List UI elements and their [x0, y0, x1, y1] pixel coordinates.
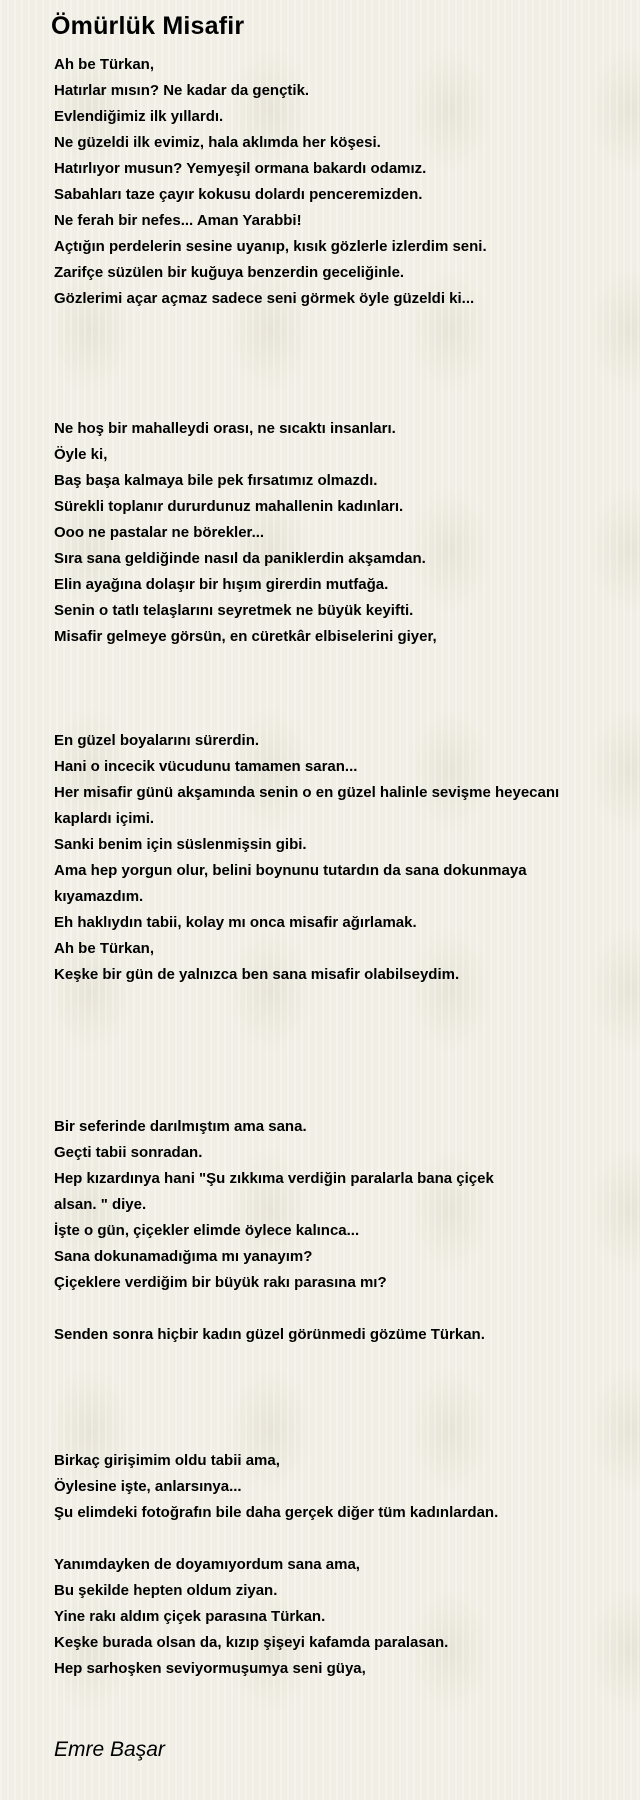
poem-line: Zarifçe süzülen bir kuğuya benzerdin geceliğinle.: [54, 264, 405, 281]
poem-line: Gözlerimi açar açmaz sadece seni görmek öyle güzeldi ki...: [54, 290, 475, 307]
poem-line: Sana dokunamadığıma mı yanayım?: [54, 1248, 313, 1265]
poem-line: Ah be Türkan,: [54, 56, 155, 73]
poem-line: Birkaç girişimim oldu tabii ama,: [54, 1452, 280, 1469]
poem-line: Sürekli toplanır dururdunuz mahallenin kadınları.: [54, 498, 404, 515]
poem-line: Her misafir günü akşamında senin o en güzel halinle sevişme heyecanı: [54, 784, 560, 801]
poem-line: Senin o tatlı telaşlarını seyretmek ne büyük keyifti.: [54, 602, 414, 619]
poem-line: Misafir gelmeye görsün, en cüretkâr elbiselerini giyer,: [54, 628, 437, 645]
stanza-gap: [54, 650, 610, 728]
stanza-7: [54, 1552, 610, 1682]
stanza-gap: [54, 312, 610, 416]
stanza-1: [54, 52, 610, 312]
poem-line: Bir seferinde darılmıştım ama sana.: [54, 1118, 307, 1135]
poem-line: Hatırlıyor musun? Yemyeşil ormana bakardı odamız.: [54, 160, 427, 177]
poem-line: Hep sarhoşken seviyormuşumya seni güya,: [54, 1660, 366, 1677]
poem-author: Emre Başar: [54, 1738, 165, 1761]
poem-line: Keşke burada olsan da, kızıp şişeyi kafamda paralasan.: [54, 1634, 449, 1651]
stanza-4: [54, 1114, 610, 1296]
poem-line: Ah be Türkan,: [54, 940, 155, 957]
poem-line: Ne ferah bir nefes... Aman Yarabbi!: [54, 212, 302, 229]
poem-line: Baş başa kalmaya bile pek fırsatımız olmazdı.: [54, 472, 378, 489]
stanza-6: [54, 1448, 610, 1526]
poem-line: İşte o gün, çiçekler elimde öylece kalınca...: [54, 1222, 360, 1239]
poem-body: [54, 52, 610, 1682]
poem-line: Şu elimdeki fotoğrafın bile daha gerçek diğer tüm kadınlardan.: [54, 1504, 499, 1521]
poem-line: Ooo ne pastalar ne börekler...: [54, 524, 265, 541]
poem-line: Sıra sana geldiğinde nasıl da paniklerdin akşamdan.: [54, 550, 426, 567]
poem-line: Sabahları taze çayır kokusu dolardı penceremizden.: [54, 186, 423, 203]
poem-line: Yanımdayken de doyamıyordum sana ama,: [54, 1556, 360, 1573]
poem-line: Öyle ki,: [54, 446, 108, 463]
poem-line: Keşke bir gün de yalnızca ben sana misafir olabilseydim.: [54, 966, 460, 983]
poem-line: Geçti tabii sonradan.: [54, 1144, 203, 1161]
poem-line: kıyamazdım.: [54, 888, 144, 905]
poem-line: kaplardı içimi.: [54, 810, 155, 827]
poem-line: Açtığın perdelerin sesine uyanıp, kısık gözlerle izlerdim seni.: [54, 238, 487, 255]
poem-line: Ne güzeldi ilk evimiz, hala aklımda her köşesi.: [54, 134, 381, 151]
poem-title: Ömürlük Misafir: [51, 12, 245, 40]
poem-line: Hep kızardınya hani "Şu zıkkıma verdiğin paralarla bana çiçek: [54, 1170, 494, 1187]
stanza-2: [54, 416, 610, 650]
poem-line: Ne hoş bir mahalleydi orası, ne sıcaktı insanları.: [54, 420, 396, 437]
stanza-gap: [54, 1296, 610, 1322]
poem-line: Elin ayağına dolaşır bir hışım girerdin mutfağa.: [54, 576, 389, 593]
stanza-5: [54, 1322, 610, 1348]
poem-line: Ama hep yorgun olur, belini boynunu tutardın da sana dokunmaya: [54, 862, 527, 879]
poem-line: Hani o incecik vücudunu tamamen saran...: [54, 758, 358, 775]
stanza-gap: [54, 988, 610, 1114]
poem-line: En güzel boyalarını sürerdin.: [54, 732, 260, 749]
poem-line: Öylesine işte, anlarsınya...: [54, 1478, 242, 1495]
stanza-gap: [54, 1348, 610, 1448]
poem-line: Eh haklıydın tabii, kolay mı onca misafir ağırlamak.: [54, 914, 417, 931]
stanza-3: [54, 728, 610, 988]
poem-line: Bu şekilde hepten oldum ziyan.: [54, 1582, 278, 1599]
poem-line: Yine rakı aldım çiçek parasına Türkan.: [54, 1608, 326, 1625]
stanza-gap: [54, 1526, 610, 1552]
poem-line: Hatırlar mısın? Ne kadar da gençtik.: [54, 82, 310, 99]
poem-line: Senden sonra hiçbir kadın güzel görünmedi gözüme Türkan.: [54, 1326, 485, 1343]
poem-line: Çiçeklere verdiğim bir büyük rakı parasına mı?: [54, 1274, 387, 1291]
poem-line: alsan. " diye.: [54, 1196, 147, 1213]
poem-line: Sanki benim için süslenmişsin gibi.: [54, 836, 307, 853]
poem-line: Evlendiğimiz ilk yıllardı.: [54, 108, 224, 125]
